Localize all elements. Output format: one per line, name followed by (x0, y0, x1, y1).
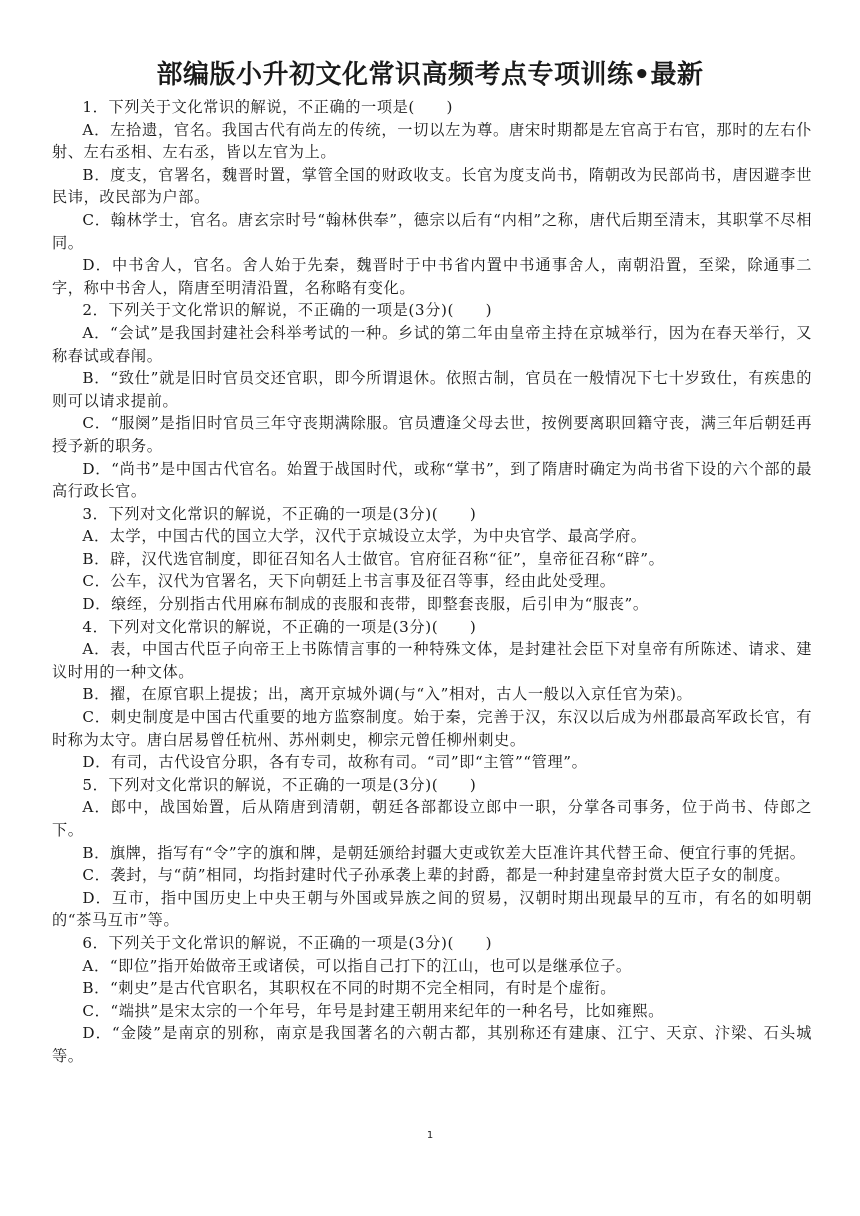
paragraph: B．辟，汉代选官制度，即征召知名人士做官。官府征召称“征”，皇帝征召称“辟”。 (82, 549, 665, 568)
paragraph: D．有司，古代设官分职，各有专司，故称有司。“司”即“主管”“管理”。 (82, 753, 588, 772)
paragraph: B．擢，在原官职上提拔；出，离开京城外调(与“入”相对，古人一般以入京任官为荣)。 (82, 685, 693, 704)
paragraph: D．“金陵”是南京的别称，南京是我国著名的六朝古都，其别称还有建康、江宁、天京、汴梁、石头城等。 (52, 1024, 812, 1065)
paragraph: C．“服阕”是指旧时官员三年守丧期满除服。官员遭逢父母去世，按例要离职回籍守丧，满三年后朝廷再授予新的职务。 (52, 414, 812, 455)
document-title: 部编版小升初文化常识高频考点专项训练•最新 (156, 60, 704, 90)
paragraph: 4．下列对文化常识的解说，不正确的一项是(3分)( ) (82, 617, 477, 636)
paragraph: A．表，中国古代臣子向帝王上书陈情言事的一种特殊文体，是封建社会臣下对皇帝有所陈述、请求、建议时用的一种文体。 (52, 640, 812, 681)
paragraph: B．“刺史”是古代官职名，其职权在不同的时期不完全相同，有时是个虚衔。 (82, 979, 617, 998)
paragraph: 5．下列对文化常识的解说，不正确的一项是(3分)( ) (82, 775, 477, 794)
paragraph: 3．下列对文化常识的解说，不正确的一项是(3分)( ) (82, 504, 477, 523)
paragraph: B．度支，官署名，魏晋时置，掌管全国的财政收支。长官为度支尚书，隋朝改为民部尚书，唐因避李世民讳，改民部为户部。 (52, 165, 812, 207)
paragraph: C．袭封，与“荫”相同，均指封建时代子孙承袭上辈的封爵，都是一种封建皇帝封赏大臣子女的制度。 (82, 866, 791, 885)
paragraph: C．公车，汉代为官署名，天下向朝廷上书言事及征召等事，经由此处受理。 (82, 572, 616, 591)
document-body (52, 96, 812, 1068)
paragraph: D．缞绖，分别指古代用麻布制成的丧服和丧带，即整套丧服，后引申为“服丧”。 (82, 595, 649, 614)
paragraph: D．互市，指中国历史上中央王朝与外国或异族之间的贸易，汉朝时期出现最早的互市，有名的如明朝的“茶马互市”等。 (52, 888, 812, 930)
paragraph: 2．下列关于文化常识的解说，不正确的一项是(3分)( ) (82, 301, 493, 320)
paragraph: 6．下列关于文化常识的解说，不正确的一项是(3分)( ) (82, 933, 493, 952)
paragraph: B．旗牌，指写有“令”字的旗和牌，是朝廷颁给封疆大吏或钦差大臣准许其代替王命、便宜行事的凭据。 (82, 843, 806, 862)
paragraph: C．翰林学士，官名。唐玄宗时号“翰林供奉”，德宗以后有“内相”之称，唐代后期至清末，其职掌不尽相同。 (52, 210, 812, 252)
paragraph: C．“端拱”是宋太宗的一个年号，年号是封建王朝用来纪年的一种名号，比如雍熙。 (82, 1001, 664, 1020)
paragraph: C．刺史制度是中国古代重要的地方监察制度。始于秦，完善于汉，东汉以后成为州郡最高军政长官，有时称为太守。唐白居易曾任杭州、苏州刺史，柳宗元曾任柳州刺史。 (52, 708, 812, 749)
paragraph: D．“尚书”是中国古代官名。始置于战国时代，或称“掌书”，到了隋唐时确定为尚书省下设的六个部的最高行政长官。 (52, 459, 812, 501)
paragraph: 1．下列关于文化常识的解说，不正确的一项是( ) (82, 98, 454, 116)
paragraph: D．中书舍人，官名。舍人始于先秦，魏晋时于中书省内置中书通事舍人，南朝沿置，至梁，除通事二字，称中书舍人，隋唐至明清沿置，名称略有变化。 (52, 256, 812, 297)
paragraph: A．太学，中国古代的国立大学，汉代于京城设立太学，为中央官学、最高学府。 (82, 527, 647, 546)
paragraph: A．“会试”是我国封建社会科举考试的一种。乡试的第二年由皇帝主持在京城举行，因为在春天举行，又称春试或春闱。 (52, 323, 812, 365)
paragraph: B．“致仕”就是旧时官员交还官职，即今所谓退休。依照古制，官员在一般情况下七十岁致仕，有疾患的则可以请求提前。 (52, 369, 812, 410)
paragraph: A．左拾遗，官名。我国古代有尚左的传统，一切以左为尊。唐宋时期都是左官高于右官，那时的左右仆射、左右丞相、左右丞，皆以左官为上。 (52, 120, 812, 162)
paragraph: A．“即位”指开始做帝王或诸侯，可以指自己打下的江山，也可以是继承位子。 (82, 956, 632, 975)
paragraph: A．郎中，战国始置，后从隋唐到清朝，朝廷各部都设立郎中一职，分掌各司事务，位于尚书、侍郎之下。 (52, 798, 812, 839)
page-number: 1 (426, 1130, 434, 1141)
